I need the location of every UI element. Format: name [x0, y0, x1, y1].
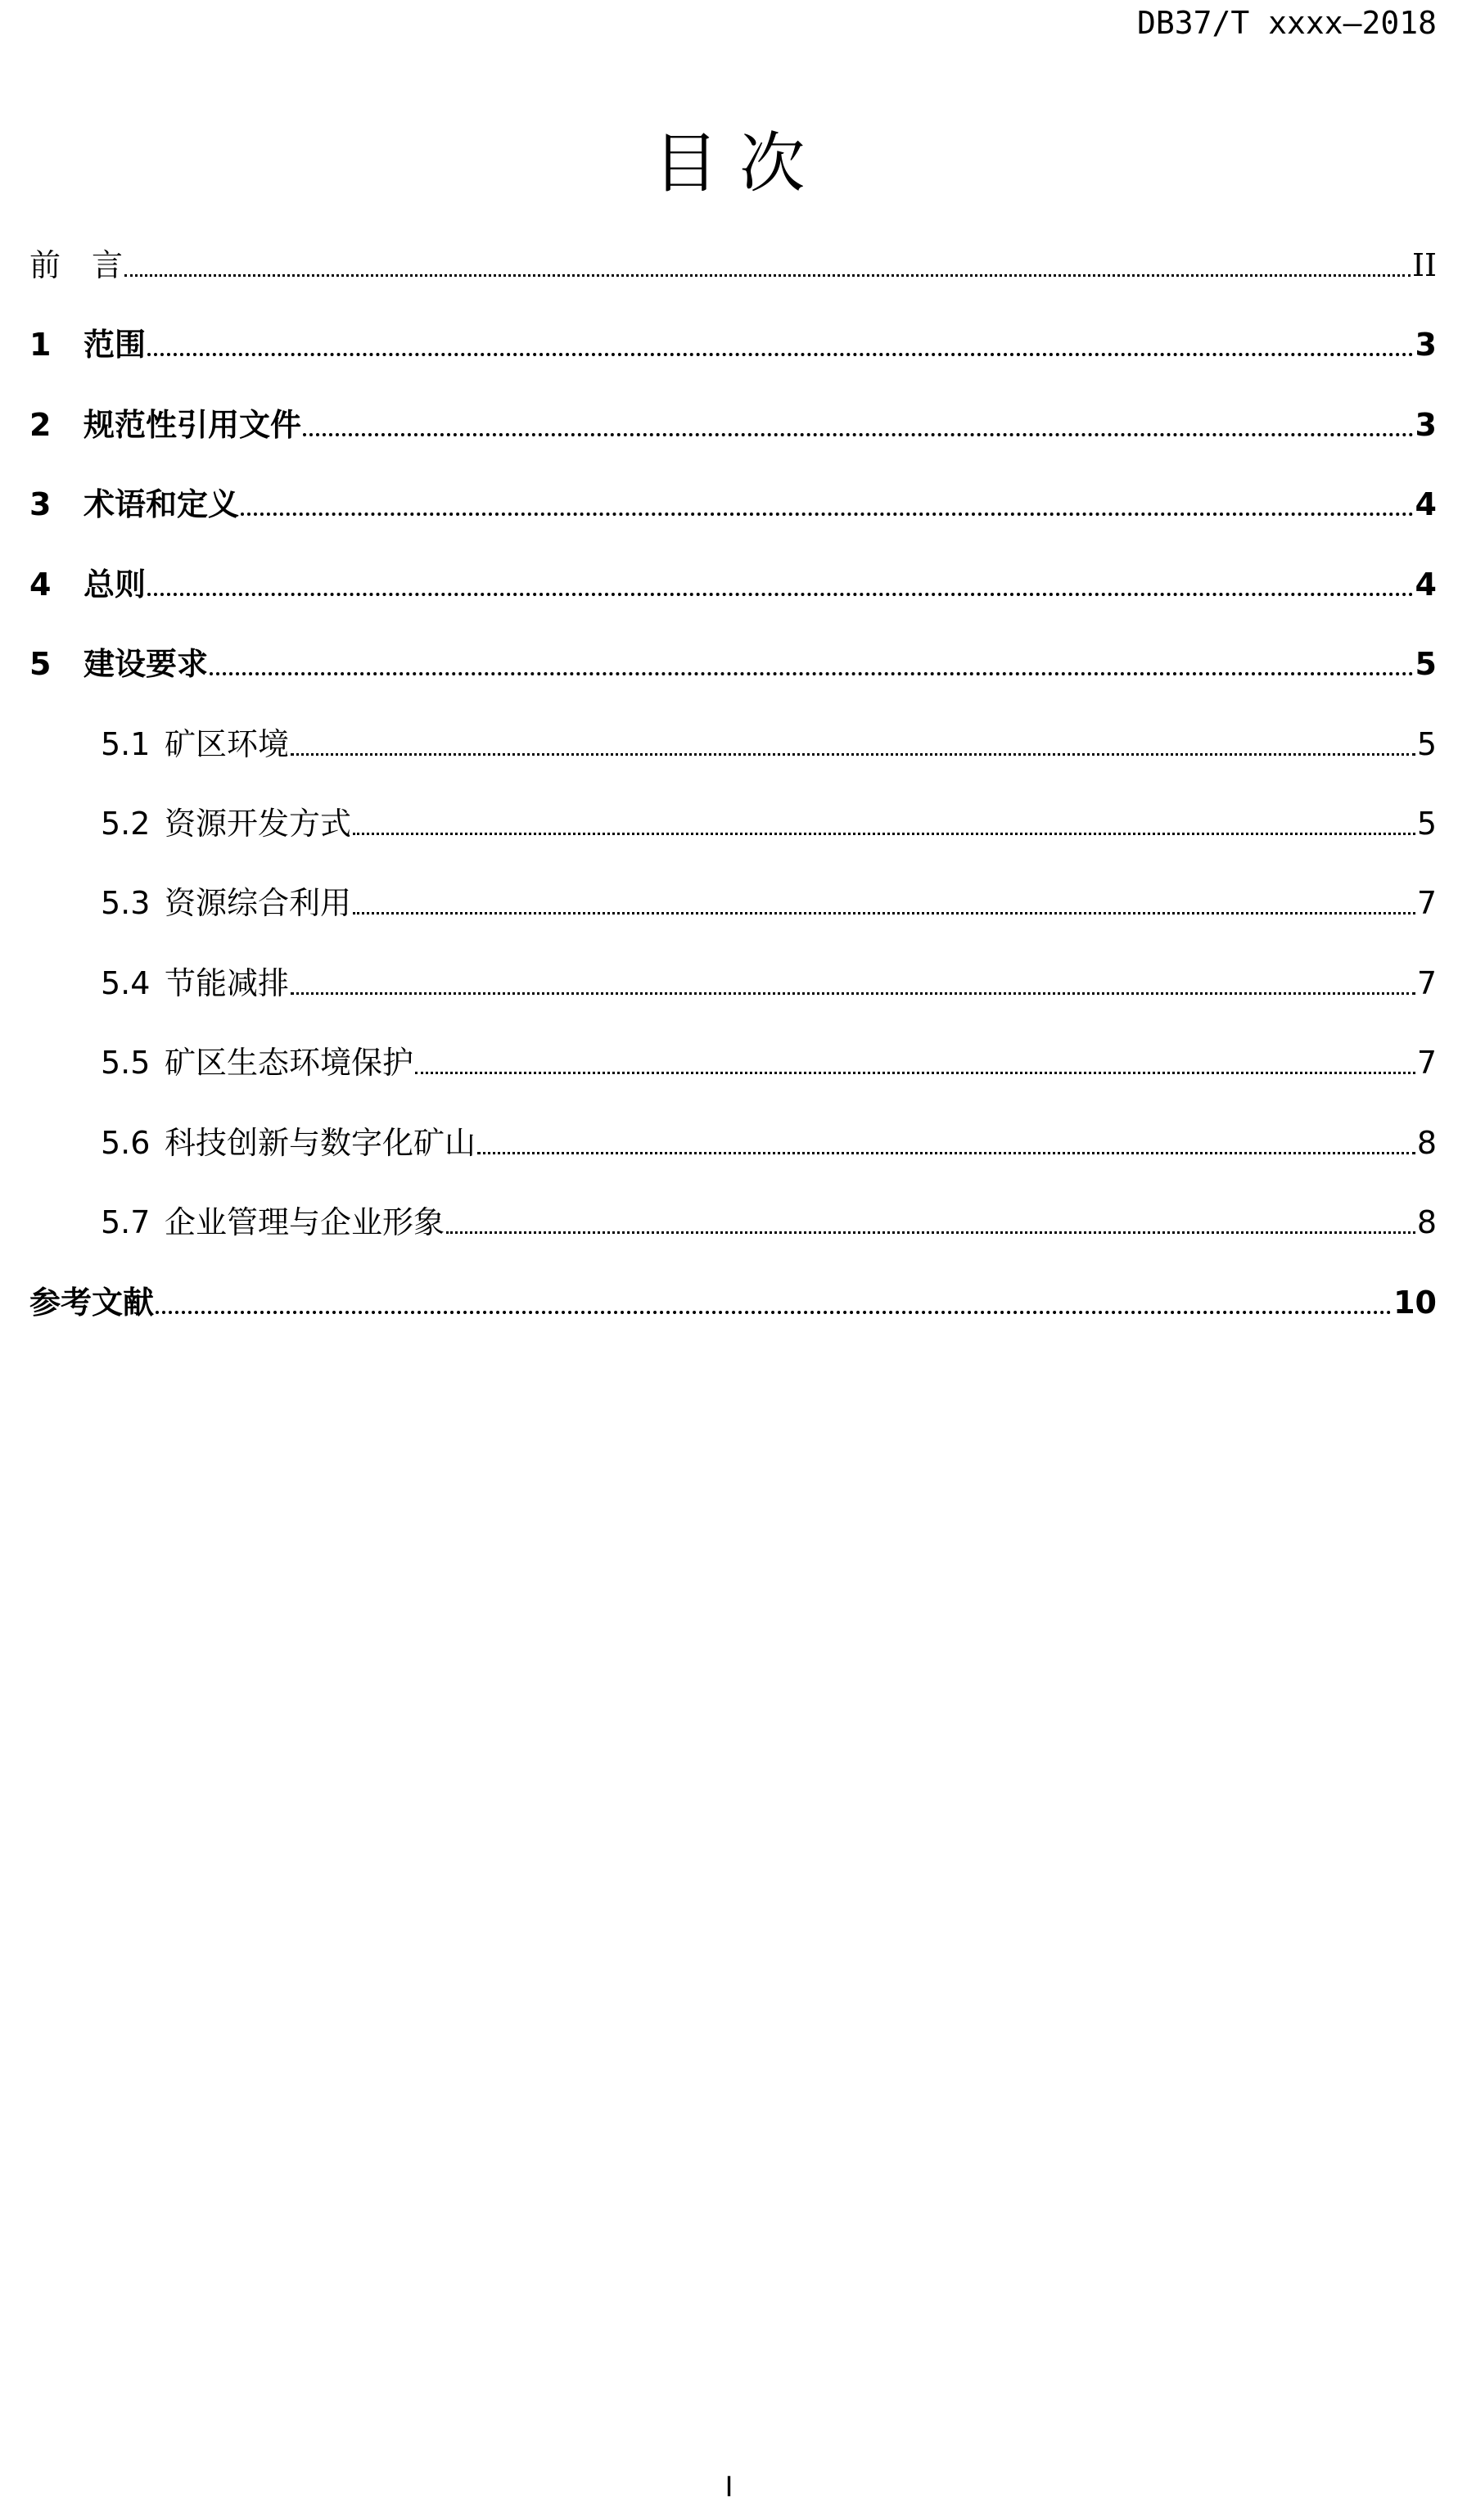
toc-entry-page: 5 — [1416, 726, 1437, 762]
dot-leader — [446, 1231, 1415, 1234]
toc-entry-page: 7 — [1416, 885, 1437, 921]
toc-entry-page: 10 — [1393, 1285, 1437, 1321]
dot-leader — [303, 433, 1414, 436]
dot-leader — [147, 353, 1414, 356]
toc-entry-label: 总则 — [84, 567, 147, 603]
toc-entry-number: 5.1 — [101, 726, 151, 762]
toc-entry-page: 3 — [1415, 407, 1437, 443]
toc-entry-number: 5.6 — [101, 1125, 151, 1161]
toc-entry-label: 建设要求 — [84, 646, 209, 682]
toc-entry-page: 8 — [1416, 1204, 1437, 1240]
toc-entry-5-2[interactable] — [29, 796, 1437, 845]
toc-entry-label: 资源综合利用 — [165, 885, 352, 921]
toc-entry-label: 企业管理与企业形象 — [165, 1204, 445, 1240]
toc-entry-number: 5.7 — [101, 1204, 151, 1240]
dot-leader — [291, 753, 1415, 756]
toc-entry-number: 4 — [29, 567, 52, 603]
toc-entry-number: 2 — [29, 407, 52, 443]
toc-entry-number: 1 — [29, 327, 52, 363]
toc-entry-3[interactable] — [29, 476, 1437, 526]
toc-entry-references[interactable] — [29, 1275, 1437, 1324]
dot-leader — [353, 912, 1415, 915]
toc-entry-label: 范围 — [84, 327, 147, 363]
toc-entry-5-1[interactable] — [29, 716, 1437, 765]
dot-leader — [353, 833, 1415, 835]
toc-entry-4[interactable] — [29, 557, 1437, 606]
toc-entry-label: 资源开发方式 — [165, 806, 352, 842]
toc-entry-page: 4 — [1415, 486, 1437, 522]
toc-entry-page: 5 — [1416, 806, 1437, 842]
toc-entry-label: 前 言 — [29, 247, 124, 283]
toc-entry-page: 4 — [1415, 567, 1437, 603]
dot-leader — [156, 1311, 1392, 1314]
dot-leader — [415, 1072, 1415, 1074]
document-code: DB37/T xxxx—2018 — [1136, 5, 1437, 41]
dot-leader — [477, 1152, 1415, 1154]
toc-entry-label: 参考文献 — [29, 1285, 155, 1321]
toc-entry-number: 5.2 — [101, 806, 151, 842]
toc-entry-number: 3 — [29, 486, 52, 522]
dot-leader — [124, 274, 1411, 277]
page-number: I — [724, 2471, 734, 2504]
dot-leader — [291, 992, 1415, 995]
toc-entry-number: 5.5 — [101, 1045, 151, 1081]
toc-entry-number: 5 — [29, 646, 52, 682]
toc-entry-label: 科技创新与数字化矿山 — [165, 1125, 476, 1161]
toc-entry-number: 5.3 — [101, 885, 151, 921]
toc-entry-2[interactable] — [29, 397, 1437, 446]
toc-entry-5-3[interactable] — [29, 875, 1437, 924]
toc-entry-page: 7 — [1416, 965, 1437, 1001]
page-title: 目 次 — [652, 125, 806, 201]
toc-entry-5-6[interactable] — [29, 1115, 1437, 1164]
toc-entry-label: 术语和定义 — [84, 486, 240, 522]
toc-entry-5-5[interactable] — [29, 1035, 1437, 1084]
dot-leader — [241, 513, 1414, 516]
toc-entry-page: 3 — [1415, 327, 1437, 363]
toc-entry-5-4[interactable] — [29, 955, 1437, 1005]
toc-entry-page: 7 — [1416, 1045, 1437, 1081]
toc-entry-label: 节能减排 — [165, 965, 290, 1001]
toc-entry-page: II — [1411, 247, 1437, 283]
dot-leader — [147, 593, 1414, 596]
dot-leader — [210, 672, 1414, 675]
toc-entry-page: 8 — [1416, 1125, 1437, 1161]
toc-entry-label: 矿区环境 — [165, 726, 290, 762]
toc-entry-1[interactable] — [29, 317, 1437, 366]
toc-entry-5[interactable] — [29, 636, 1437, 685]
toc-entry-label: 规范性引用文件 — [84, 407, 302, 443]
toc-entry-foreword[interactable] — [29, 237, 1437, 287]
toc-entry-number: 5.4 — [101, 965, 151, 1001]
toc-entry-label: 矿区生态环境保护 — [165, 1045, 414, 1081]
toc-entry-5-7[interactable] — [29, 1195, 1437, 1244]
toc-entry-page: 5 — [1415, 646, 1437, 682]
